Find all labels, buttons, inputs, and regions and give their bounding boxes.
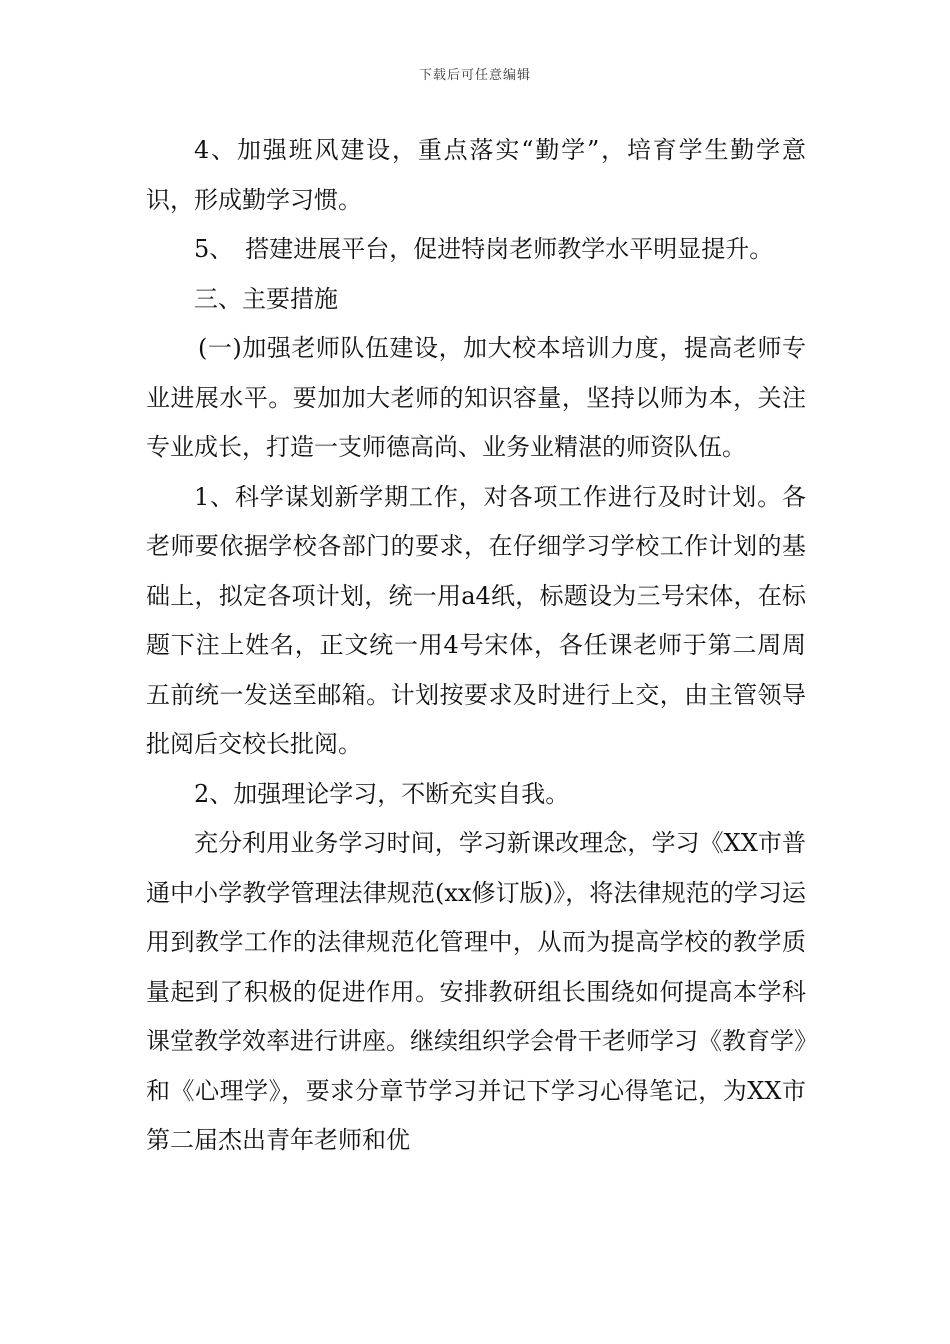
paragraph-item-2: 2、加强理论学习，不断充实自我。 bbox=[194, 779, 570, 808]
page-header: 下载后可任意编辑 bbox=[418, 68, 531, 83]
paragraph-measure-1: (一)加强老师队伍建设，加大校本培训力度，提高老师专业进展水平。要加加大老师的知识容量，坚持以师为本，关注专业成长，打造一支师德高尚、业务业精湛的师资队伍。 bbox=[146, 334, 806, 461]
paragraph-goal-5: 5、 搭建进展平台，促进特岗老师教学水平明显提升。 bbox=[194, 235, 774, 263]
paragraph-item-1: 1、科学谋划新学期工作，对各项工作进行及时计划。各老师要依据学校各部门的要求，在仔细学习学校工作计划的基础上，拟定各项计划，统一用a4纸，标题设为三号宋体，在标题下注上姓名，正文统一用4号宋体，各任课老师于第二周周五前统一发送至邮箱。计划按要求及时进行上交，由主管领导批阅后交校长批阅。 bbox=[146, 482, 806, 758]
paragraph-goal-4: 4、加强班风建设，重点落实“勤学”，培育学生勤学意识，形成勤学习惯。 bbox=[146, 136, 806, 214]
section-heading-measures: 三、主要措施 bbox=[194, 284, 338, 313]
paragraph-study: 充分利用业务学习时间，学习新课改理念，学习《XX市普通中小学教学管理法律规范(xx修订版)》，将法律规范的学习运用到教学工作的法律规范化管理中，从而为提高学校的教学质量起到了积极的促进作用。安排教研组长围绕如何提高本学科课堂教学效率进行讲座。继续组织学会骨干老师学习《教育学》和《心理学》，要求分章节学习并记下学习心得笔记，为XX市第二届杰出青年老师和优 bbox=[146, 829, 806, 1154]
document-body bbox=[146, 126, 806, 1166]
